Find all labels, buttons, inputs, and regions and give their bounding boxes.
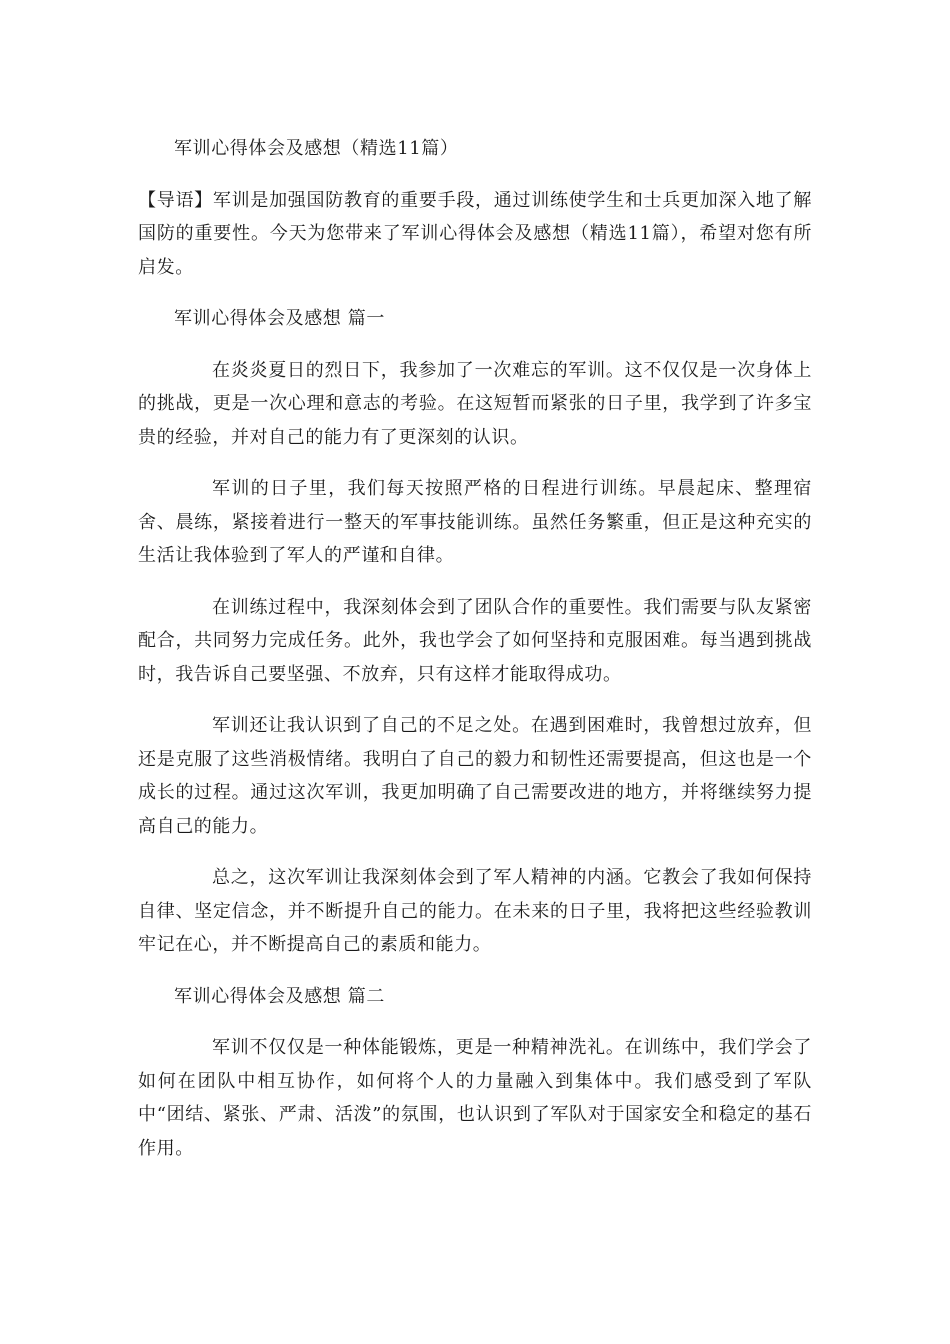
- section-heading: 军训心得体会及感想 篇一: [174, 308, 385, 329]
- section-2: [138, 980, 812, 1166]
- paragraph: 军训的日子里，我们每天按照严格的日程进行训练。早晨起床、整理宿舍、晨练，紧接着进行一整天的军事技能训练。虽然任务繁重，但正是这种充实的生活让我体验到了军人的严谨和自律。: [138, 478, 812, 566]
- paragraph: 总之，这次军训让我深刻体会到了军人精神的内涵。它教会了我如何保持自律、坚定信念，并不断提升自己的能力。在未来的日子里，我将把这些经验教训牢记在心，并不断提高自己的素质和能力。: [138, 867, 812, 955]
- document-title: 军训心得体会及感想（精选11篇）: [174, 138, 459, 159]
- paragraph: 军训不仅仅是一种体能锻炼，更是一种精神洗礼。在训练中，我们学会了如何在团队中相互协作，如何将个人的力量融入到集体中。我们感受到了军队中“团结、紧张、严肃、活泼”的氛围，也认识到了军队对于国家安全和稳定的基石作用。: [138, 1037, 812, 1159]
- section-heading: 军训心得体会及感想 篇二: [174, 985, 385, 1007]
- section-1: [138, 302, 812, 962]
- paragraph: 军训还让我认识到了自己的不足之处。在遇到困难时，我曾想过放弃，但还是克服了这些消极情绪。我明白了自己的毅力和韧性还需要提高，但这也是一个成长的过程。通过这次军训，我更加明确了自己需要改进的地方，并将继续努力提高自己的能力。: [138, 715, 812, 837]
- paragraph: 在炎炎夏日的烈日下，我参加了一次难忘的军训。这不仅仅是一次身体上的挑战，更是一次心理和意志的考验。在这短暂而紧张的日子里，我学到了许多宝贵的经验，并对自己的能力有了更深刻的认识。: [138, 359, 812, 448]
- paragraph: 在训练过程中，我深刻体会到了团队合作的重要性。我们需要与队友紧密配合，共同努力完成任务。此外，我也学会了如何坚持和克服困难。每当遇到挑战时，我告诉自己要坚强、不放弃，只有这样才能取得成功。: [138, 596, 812, 685]
- intro-paragraph: 【导语】军训是加强国防教育的重要手段，通过训练使学生和士兵更加深入地了解国防的重要性。今天为您带来了军训心得体会及感想（精选11篇），希望对您有所启发。: [138, 189, 812, 278]
